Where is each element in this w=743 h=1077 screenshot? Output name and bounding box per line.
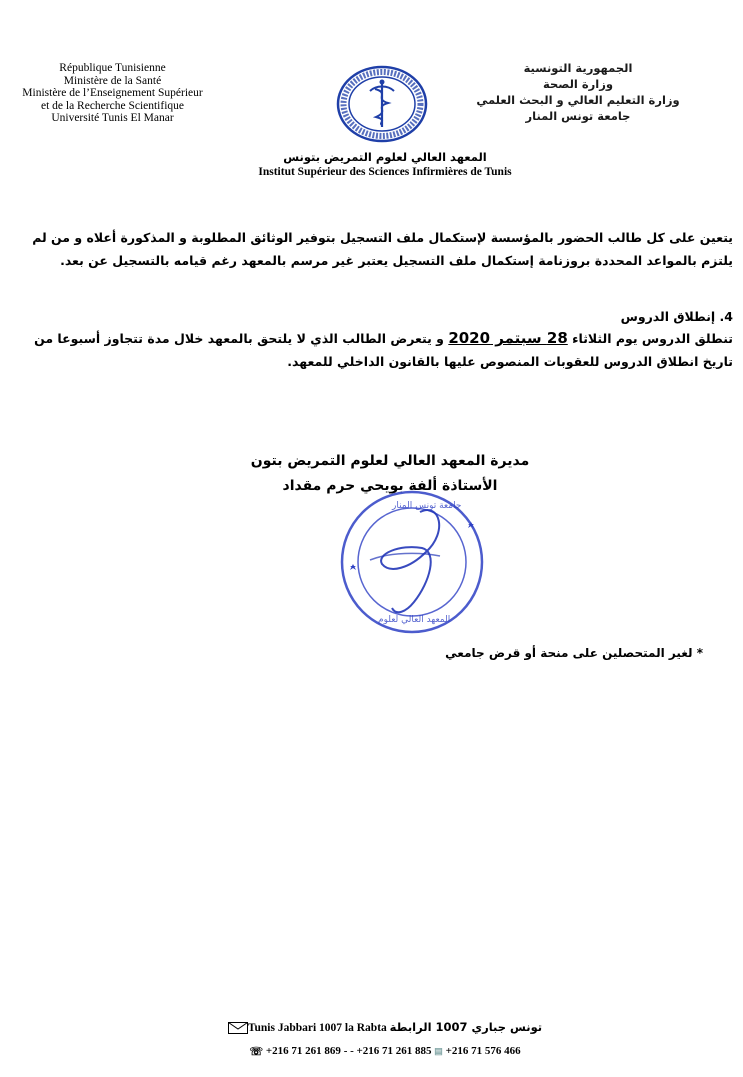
paragraph-line	[33, 327, 733, 350]
university-ar: جامعة تونس المنار	[525, 109, 631, 123]
research-fr: et de la Recherche Scientifique	[40, 99, 185, 112]
fax-icon: ▤	[434, 1046, 443, 1056]
stamp-ring-text: جامعة تونس المنار	[392, 501, 462, 511]
footnote	[303, 646, 703, 660]
stamp-ring-text-bottom: المعهد العالي لعلوم	[378, 615, 451, 625]
phone-icon: ☏	[249, 1046, 264, 1058]
ministry-health-ar: وزارة الصحة	[543, 77, 613, 91]
signature-title: مديرة المعهد العالي لعلوم التمريض بتون	[250, 453, 530, 469]
footnote-star: *	[696, 646, 703, 660]
section-number: 4.	[719, 309, 733, 324]
fax-number: +216 71 576 466	[445, 1045, 521, 1058]
footer-address	[150, 1020, 620, 1034]
ministry-education-ar: وزارة التعليم العالي و البحث العلمي	[476, 93, 680, 107]
section-title: إنطلاق الدروس	[620, 309, 716, 324]
institute-name-fr: Institut Supérieur des Sciences Infirmières de Tunis	[258, 166, 512, 178]
phone-separator: - -	[343, 1045, 354, 1058]
address-ar: تونس جباري 1007 الرابطة	[389, 1020, 543, 1034]
paragraph-registration	[33, 226, 733, 272]
republic-fr: République Tunisienne	[59, 62, 166, 74]
institute-logo	[330, 65, 434, 143]
official-stamp	[330, 482, 500, 642]
footnote-text: لغير المتحصلين على منحة أو قرض جامعي	[445, 646, 693, 660]
section-heading	[33, 305, 733, 328]
header-arabic	[453, 60, 703, 124]
institute-name-ar: المعهد العالي لعلوم التمريض بتونس	[283, 150, 487, 164]
university-fr: Université Tunis El Manar	[51, 112, 174, 124]
phone-1: +216 71 261 869	[265, 1045, 341, 1058]
signature-name: الأستاذة ألفة بويحي حرم مقداد	[282, 478, 498, 494]
address-fr: Tunis Jabbari 1007 la Rabta	[247, 1022, 387, 1034]
ministry-health-fr: Ministère de la Santé	[63, 74, 162, 87]
paragraph-line: يتعين على كل طالب الحضور بالمؤسسة لإستكمال ملف التسجيل بتوفير الوثائق المطلوبة و المذكورة أعلاه و من لم	[32, 230, 733, 245]
ministry-education-fr: Ministère de l’Enseignement Supérieur	[22, 87, 203, 99]
start-prefix: تنطلق الدروس يوم الثلاثاء	[572, 331, 733, 346]
republic-ar: الجمهورية التونسية	[523, 61, 633, 75]
paragraph-line: تاريخ انطلاق الدروس للعقوبات المنصوص عليها بالقانون الداخلي للمعهد.	[287, 354, 733, 369]
start-suffix: و يتعرض الطالب الذي لا يلتحق بالمعهد خلال مدة تتجاوز أسبوعا من	[34, 331, 444, 346]
phone-2: +216 71 261 885	[356, 1045, 432, 1058]
start-date: 28 سبتمر 2020	[448, 329, 568, 347]
footer-phones	[150, 1045, 620, 1058]
paragraph-line: يلتزم بالمواعد المحددة بروزنامة إستكمال ملف التسجيل يعتبر غير مرسم بالمعهد رغم قيامه بالتسجيل عن بعد.	[60, 253, 733, 268]
header-french	[10, 62, 215, 125]
paragraph-classes-start	[33, 327, 733, 373]
envelope-icon	[228, 1022, 248, 1034]
